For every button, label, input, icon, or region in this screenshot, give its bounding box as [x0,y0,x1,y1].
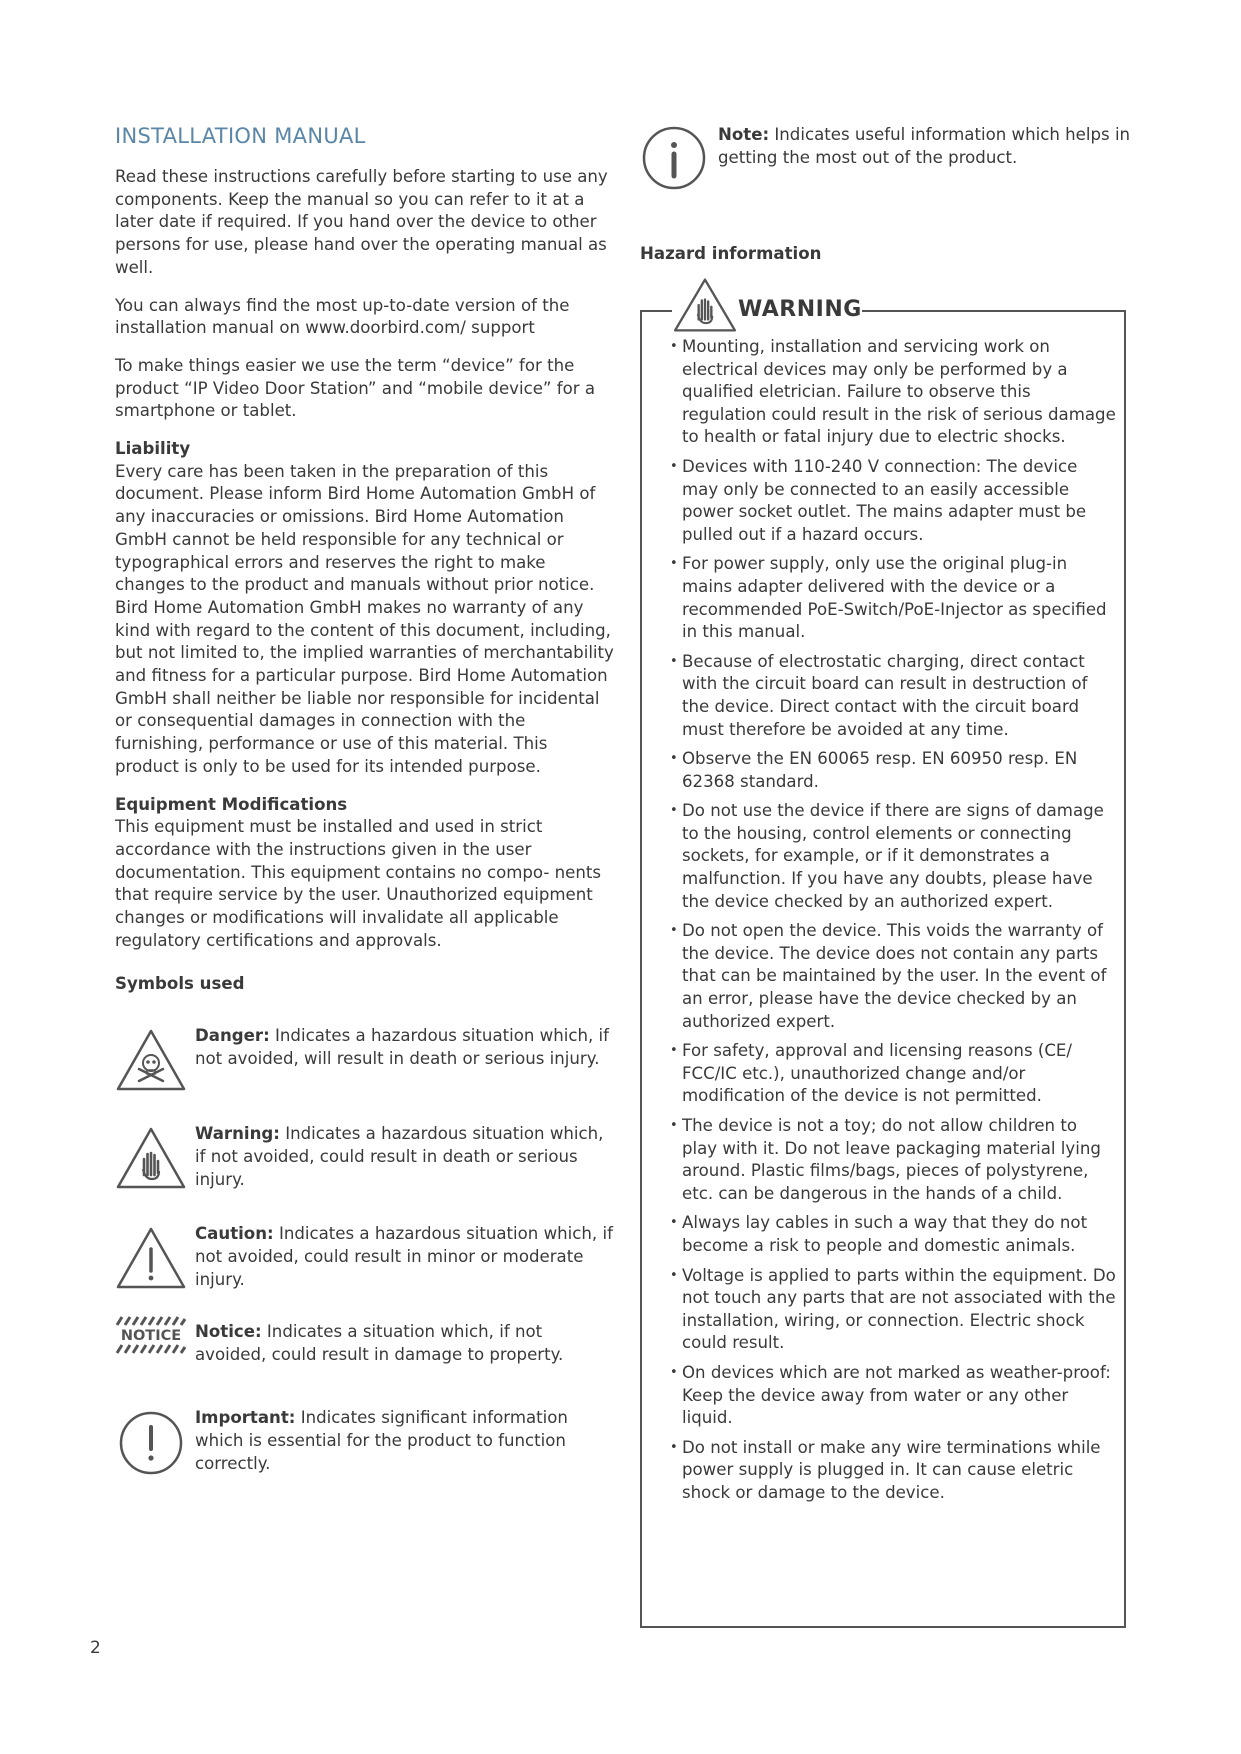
liability-text: Every care has been taken in the preparation of this document. Please inform Bird Home Automation GmbH of any inaccuracies or omissions. Bird Home Automation GmbH cannot be held responsible for any technical or typographical errors and reserves the right to make changes to the product and manuals without prior notice. Bird Home Automation GmbH makes no warranty of any kind with regard to the content of this document, including, but not limited to, the implied warranties of merchantability and fitness for a particular purpose. Bird Home Automation GmbH shall neither be liable nor responsible for incidental or consequential damages in connection with the furnishing, performance or use of this material. This product is only to be used for its intended purpose. [115,461,614,776]
warning-list [672,336,1116,1512]
right-column [640,124,1130,214]
info-icon [640,124,708,192]
hazard-heading: Hazard information [640,244,822,263]
warning-label: Warning: [195,1124,280,1144]
warning-item: • Do not install or make any wire terminations while power supply is plugged in. It can cause eletric shock or damage to the device. [672,1437,1116,1505]
caution-text: Indicates a hazardous situation which, if not avoided, could result in minor or moderate injury. [195,1224,613,1289]
left-column [115,124,615,1487]
symbol-important [115,1407,615,1487]
warning-text: Indicates a hazardous situation which, if not avoided, could result in death or serious injury. [195,1124,604,1189]
symbol-caution [115,1223,615,1321]
symbol-danger [115,1025,615,1123]
warning-item: • For power supply, only use the original plug-in mains adapter delivered with the device or a recommended PoE-Switch/PoE-Injector as specified in this manual. [672,553,1116,643]
notice-text: Indicates a situation which, if not avoided, could result in damage to property. [195,1322,564,1364]
warning-title: WARNING [738,297,862,322]
warning-hand-icon [672,276,738,334]
symbol-warning [115,1123,615,1223]
warning-hand-icon [115,1123,187,1195]
warning-item: • Devices with 110-240 V connection: The device may only be connected to an easily accessible power socket outlet. The mains adapter must be pulled out if a hazard occurs. [672,456,1116,546]
page-number: 2 [90,1638,101,1658]
symbols-heading: Symbols used [115,973,245,993]
notice-label: Notice: [195,1322,262,1342]
important-label: Important: [195,1408,296,1428]
notice-icon [115,1313,187,1385]
warning-item: • For safety, approval and licensing reasons (CE/ FCC/IC etc.), unauthorized change and/or modification of the device is not permitted. [672,1040,1116,1108]
warning-item: • Do not open the device. This voids the warranty of the device. The device does not contain any parts that can be maintained by the user. In the event of an error, please have the device checked by an authorized expert. [672,920,1116,1033]
symbol-notice [115,1321,615,1407]
warning-item: • Mounting, installation and servicing work on electrical devices may only be performed by a qualified eletrician. Failure to observe this regulation could result in the risk of serious damage to health or fatal injury due to electric shocks. [672,336,1116,449]
note-text: Indicates useful information which helps in getting the most out of the product. [718,125,1131,167]
note-block [640,124,1130,214]
note-label: Note: [718,125,770,144]
equipment-text: This equipment must be installed and used in strict accordance with the instructions given in the user documentation. This equipment contains no compo- nents that require service by the user. Unauthorized equipment changes or modifications will invalidate all applicable regulatory certifications and approvals. [115,817,602,950]
warning-item: • Observe the EN 60065 resp. EN 60950 resp. EN 62368 standard. [672,748,1116,793]
liability-heading: Liability [115,439,191,459]
danger-label: Danger: [195,1026,270,1046]
important-circle-icon [115,1407,187,1479]
important-text: Indicates significant information which is essential for the product to function correctly. [195,1408,568,1473]
caution-exclamation-icon [115,1223,187,1295]
warning-item: • Do not use the device if there are signs of damage to the housing, control elements or connecting sockets, for example, or if it demonstrates a malfunction. If you have any doubts, please have the device checked by an authorized expert. [672,800,1116,913]
intro-paragraph: Read these instructions carefully before starting to use any components. Keep the manual so you can refer to it at a later date if required. If you hand over the device to other persons for use, please hand over the operating manual as well. [115,167,608,277]
warning-item: • Always lay cables in such a way that they do not become a risk to people and domestic animals. [672,1212,1116,1257]
notice-icon-text: NOTICE [120,1328,182,1345]
warning-item: • On devices which are not marked as weather-proof: Keep the device away from water or any other liquid. [672,1362,1116,1430]
version-paragraph: You can always find the most up-to-date version of the installation manual on www.doorbird.com/ support [115,295,570,338]
page-title: INSTALLATION MANUAL [115,124,366,148]
danger-skull-icon [115,1025,187,1097]
warning-item: • The device is not a toy; do not allow children to play with it. Do not leave packaging material lying around. Plastic films/bags, pieces of polystyrene, etc. can be dangerous in the hands of a child. [672,1115,1116,1205]
warning-item: • Voltage is applied to parts within the equipment. Do not touch any parts that are not associated with the installation, wiring, or connection. Electric shock could result. [672,1265,1116,1355]
danger-text: Indicates a hazardous situation which, if not avoided, will result in death or serious injury. [195,1026,610,1068]
warning-item: • Because of electrostatic charging, direct contact with the circuit board can result in destruction of the device. Direct contact with the circuit board must therefore be avoided at any time. [672,651,1116,741]
caution-label: Caution: [195,1224,274,1244]
terms-paragraph: To make things easier we use the term “device” for the product “IP Video Door Station” and “mobile device” for a smartphone or tablet. [115,355,596,421]
equipment-heading: Equipment Modifications [115,794,348,814]
